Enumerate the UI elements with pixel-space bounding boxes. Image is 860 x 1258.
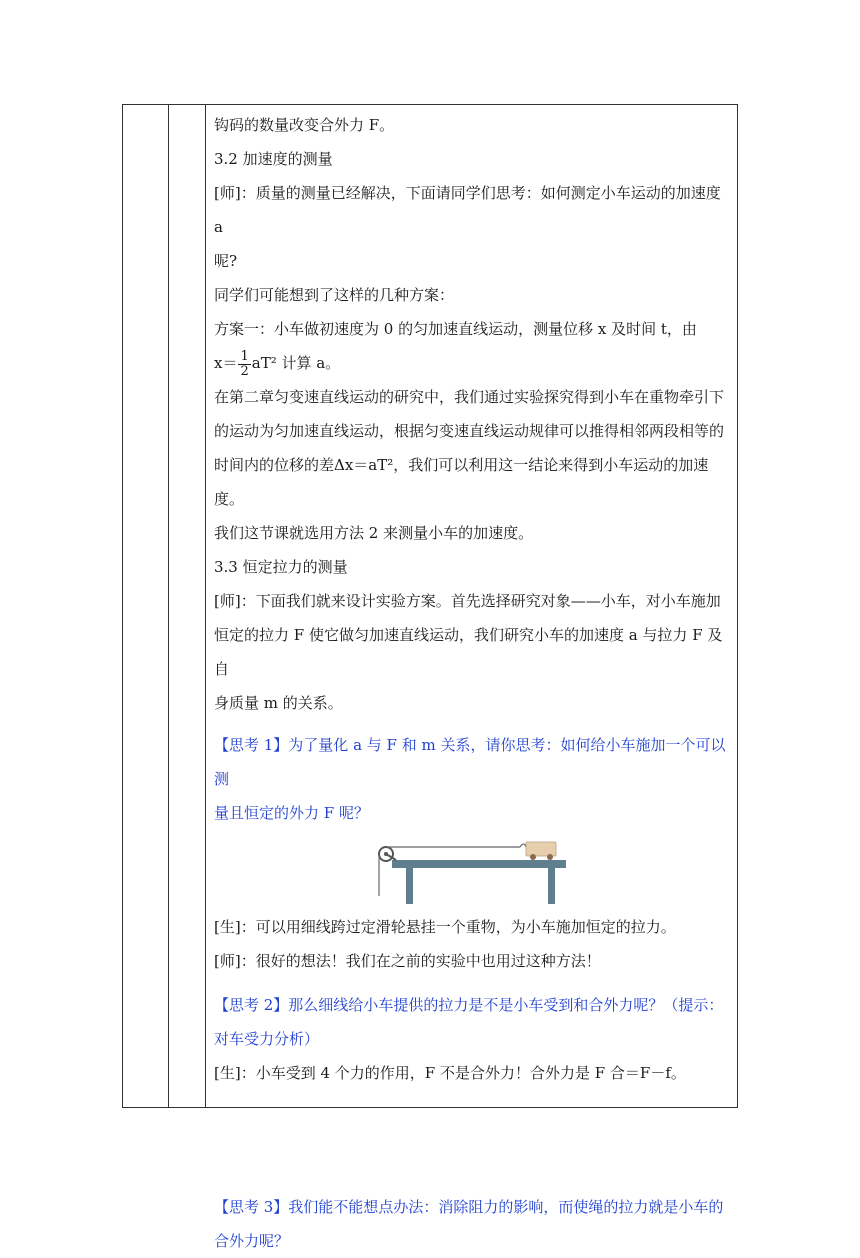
text-line: [师]：下面我们就来设计实验方案。首先选择研究对象——小车，对小车施加 — [214, 592, 721, 610]
fraction-denominator: 2 — [240, 363, 249, 379]
question-1-line: 量且恒定的外力 F 呢？ — [214, 804, 369, 822]
formula-suffix: aT² 计算 a。 — [251, 354, 341, 372]
question-2-line: 【思考 2】那么细线给小车提供的拉力是不是小车受到和合外力呢？（提示： — [214, 996, 724, 1014]
section-heading: 3.3 恒定拉力的测量 — [214, 558, 348, 576]
cart-on-table-illustration — [370, 838, 570, 908]
text-line: 的运动为匀加速直线运动，根据匀变速直线运动规律可以推得相邻两段相等的 — [214, 422, 725, 440]
formula-line — [214, 346, 734, 380]
text-line: 呢? — [214, 252, 238, 270]
question-3-line: 【思考 3】我们能不能想点办法：消除阻力的影响，而使绳的拉力就是小车的 — [214, 1198, 724, 1216]
text-line: [师]：质量的测量已经解决，下面请同学们思考：如何测定小车运动的加速度 a — [214, 184, 721, 236]
question-3-line: 合外力呢？ — [214, 1232, 290, 1250]
table-leg-left — [406, 868, 413, 904]
text-line: 我们这节课就选用方法 2 来测量小车的加速度。 — [214, 524, 534, 542]
text-line: 在第二章匀变速直线运动的研究中，我们通过实验探究得到小车在重物牵引下 — [214, 388, 725, 406]
question-1-line: 【思考 1】为了量化 a 与 F 和 m 关系，请你思考：如何给小车施加一个可以测 — [214, 736, 726, 788]
cart-body — [526, 842, 556, 856]
question-2-line: 对车受力分析） — [214, 1030, 320, 1048]
cart-wheel-back — [547, 854, 553, 860]
formula-prefix: x＝ — [214, 354, 238, 372]
student-answer-line: [生]：可以用细线跨过定滑轮悬挂一个重物，为小车施加恒定的拉力。 — [214, 918, 676, 936]
text-line: 方案一：小车做初速度为 0 的匀加速直线运动，测量位移 x 及时间 t，由 — [214, 320, 697, 338]
column-divider-2 — [205, 104, 206, 1108]
text-line: 恒定的拉力 F 使它做匀加速直线运动，我们研究小车的加速度 a 与拉力 F 及自 — [214, 626, 723, 678]
table-top — [392, 860, 566, 868]
fraction-numerator: 1 — [240, 348, 249, 364]
text-line: 同学们可能想到了这样的几种方案： — [214, 286, 455, 304]
cart-pulley-figure — [214, 830, 734, 910]
text-line: 钩码的数量改变合外力 F。 — [214, 116, 395, 134]
student-answer-line: [生]：小车受到 4 个力的作用，F 不是合外力！合外力是 F 合＝F－f。 — [214, 1064, 686, 1082]
column-divider-1 — [168, 104, 169, 1108]
text-line: 时间内的位移的差Δx＝aT²，我们可以利用这一结论来得到小车运动的加速度。 — [214, 456, 709, 508]
section-heading: 3.2 加速度的测量 — [214, 150, 333, 168]
table-leg-right — [548, 868, 555, 904]
teacher-line: [师]：很好的想法！我们在之前的实验中也用过这种方法！ — [214, 952, 601, 970]
cart-wheel-front — [530, 854, 536, 860]
cart-hook — [520, 844, 526, 847]
fraction — [238, 350, 250, 379]
lesson-content — [214, 108, 734, 1258]
text-line: 身质量 m 的关系。 — [214, 694, 343, 712]
